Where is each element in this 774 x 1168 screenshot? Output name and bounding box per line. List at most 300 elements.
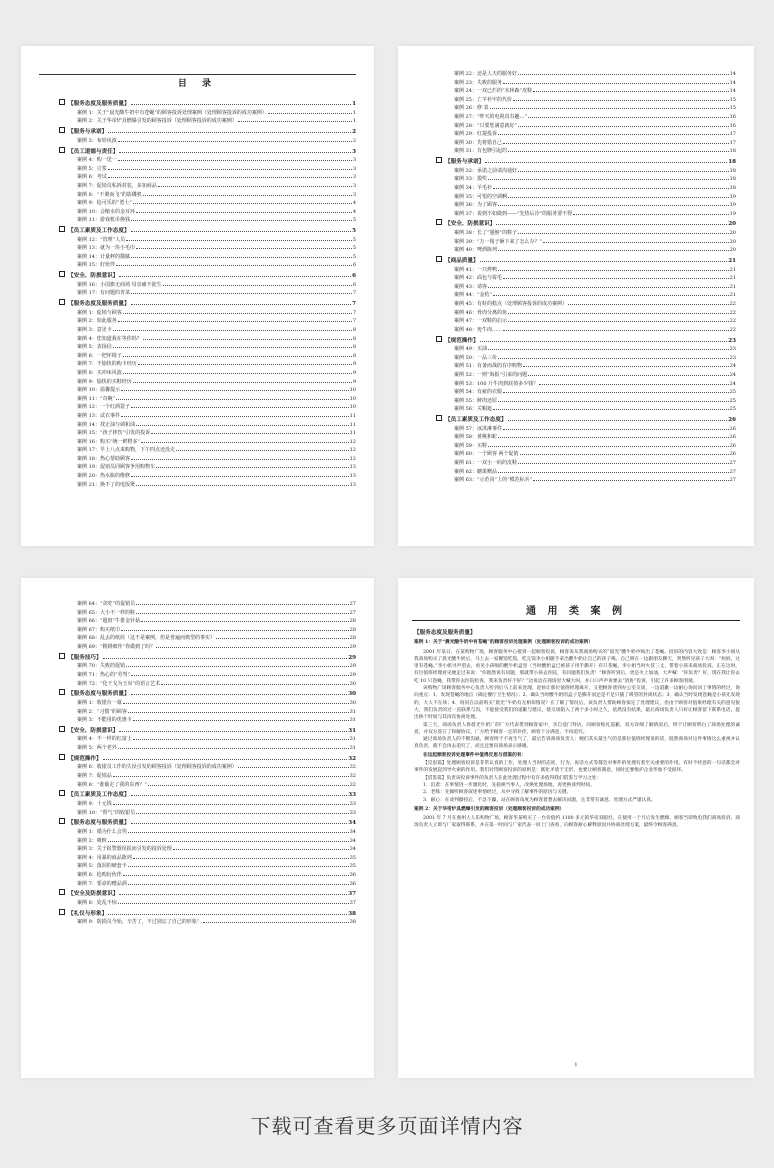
- toc-section[interactable]: [436, 219, 736, 229]
- dot-leader: [496, 224, 727, 225]
- dot-leader: [518, 233, 729, 234]
- dot-leader: [123, 313, 352, 314]
- toc-entry[interactable]: [59, 253, 356, 262]
- toc-entry[interactable]: [59, 680, 356, 689]
- toc-entry[interactable]: [436, 291, 736, 300]
- toc-entry[interactable]: [59, 845, 356, 854]
- toc-entry[interactable]: [59, 899, 356, 908]
- dot-leader: [498, 401, 729, 402]
- toc-entry[interactable]: [59, 837, 356, 846]
- toc-entry-page: 31: [349, 745, 356, 752]
- toc-entry[interactable]: [59, 918, 356, 927]
- toc-entry-page: 20: [729, 247, 736, 254]
- toc-entry[interactable]: [436, 371, 736, 380]
- toc-entry[interactable]: [436, 362, 736, 371]
- toc-entry-label: 案例 17：早上八点来购物，下午四点还没走: [77, 447, 175, 454]
- toc-entry[interactable]: [436, 175, 736, 184]
- toc-entry[interactable]: [436, 130, 736, 139]
- toc-entry[interactable]: [59, 412, 356, 421]
- toc-entry-page: 3: [352, 191, 356, 198]
- toc-page-1: [21, 46, 374, 546]
- toc-entry-label: 案例 9：抢可乐的“勇士”: [77, 200, 132, 207]
- toc-entry[interactable]: [436, 300, 736, 309]
- toc-entry[interactable]: [436, 309, 736, 318]
- toc-entry-label: 案例 17：有问题的青菜: [77, 290, 130, 297]
- toc-entry-label: 【员工素质及工作态度】: [68, 792, 130, 799]
- dot-leader: [118, 160, 352, 161]
- checkbox-bullet-icon: [59, 271, 65, 277]
- dot-leader: [498, 205, 729, 206]
- toc-entry[interactable]: [436, 274, 736, 283]
- checkbox-bullet-icon: [59, 653, 65, 659]
- toc-section[interactable]: [59, 726, 356, 736]
- toc-entry[interactable]: [59, 438, 356, 447]
- toc-entry-label: 案例 1：婚为什么会哭: [77, 828, 127, 835]
- toc-section[interactable]: [59, 127, 356, 137]
- toc-entry-page: 12: [349, 438, 356, 445]
- toc-entry[interactable]: [436, 79, 736, 88]
- toc-entry[interactable]: [59, 617, 356, 626]
- divider: [412, 620, 740, 621]
- checkbox-bullet-icon: [59, 790, 65, 796]
- toc-entry[interactable]: [436, 326, 736, 335]
- toc-entry-page: 31: [349, 736, 356, 743]
- toc-entry[interactable]: [59, 156, 356, 165]
- toc-section[interactable]: [59, 271, 356, 281]
- toc-entry-label: 【规范操作】: [445, 337, 479, 344]
- toc-entry-label: 案例 3：意见卡: [77, 326, 112, 333]
- toc-entry[interactable]: [436, 96, 736, 105]
- toc-entry-label: 案例 49：买油: [454, 346, 487, 353]
- toc-entry-label: 案例 15：“孩子摔伤”引发的投诉: [77, 430, 151, 437]
- toc-entry[interactable]: [436, 459, 736, 468]
- toc-entry-label: 案例 20：热水瓶的维修: [77, 473, 130, 480]
- dot-leader: [173, 849, 349, 850]
- toc-entry[interactable]: [59, 309, 356, 318]
- dot-leader: [508, 313, 729, 314]
- toc-entry-page: 29: [349, 671, 356, 678]
- toc-entry-page: 26: [728, 417, 736, 424]
- toc-entry[interactable]: [59, 671, 356, 680]
- dot-leader: [493, 188, 729, 189]
- checkbox-bullet-icon: [59, 147, 65, 153]
- toc-entry-label: 案例 9：防损员今始，辛苦了，不过别忘了自己的形象！: [77, 919, 202, 926]
- toc-entry[interactable]: [59, 236, 356, 245]
- toc-entry-label: 【服务与承诺】: [68, 129, 108, 136]
- toc-section[interactable]: [59, 818, 356, 828]
- divider: [39, 74, 356, 75]
- toc-entry[interactable]: [59, 634, 356, 643]
- toc-section[interactable]: [59, 147, 356, 157]
- toc-entry-page: 19: [729, 202, 736, 209]
- toc-entry[interactable]: [436, 70, 736, 79]
- toc-entry[interactable]: [59, 600, 356, 609]
- toc-entry-label: 案例 54：有疵的衣服: [454, 389, 502, 396]
- toc-section[interactable]: [436, 256, 736, 266]
- toc-entry-page: 30: [349, 699, 356, 706]
- paragraph: 该购物广场顾客服务中心负责人听到后马上前来处理，赶快让那位值班经理离开，又把顾客请到办公室交谈，一边道歉一边耐心询问问了事情的经过，询问重点：1、发现苍蝇的地点（确定餐厅卫生情况）；2、确认当时酸牛奶的盒子是撕开而还是不足只插了吸管的封闭状态；3、确认当时发现苍蝇是小孩先发现的，大人不在场；4、询问在以前购买“晨光”牛奶有无相似情况？在了解了情况后，该负责人帮助顾客拟定了处理建议，但由于顾客对值班经理有关的意见很大，我们负责的过一直联系与沟，不能接受我们的道歉与建议，使交谈陷入了两个多小时之久，依然没有结果，最后商场负责人只好让顾客留下联系电话，提出换个时间与其再次协商处理。: [414, 686, 740, 721]
- toc-entry[interactable]: [436, 388, 736, 397]
- toc-entry[interactable]: [59, 395, 356, 404]
- toc-entry-page: 14: [729, 88, 736, 95]
- toc-entry-page: 30: [349, 680, 356, 687]
- toc-entry[interactable]: [59, 735, 356, 744]
- toc-entry[interactable]: [436, 167, 736, 176]
- download-caption[interactable]: 下载可查看更多页面详情内容: [250, 1114, 524, 1138]
- toc-section[interactable]: [59, 299, 356, 309]
- toc-entry-page: 37: [349, 899, 356, 906]
- dot-leader: [136, 604, 349, 605]
- dot-leader: [108, 169, 352, 170]
- toc-entry-label: 案例 7：不愉快的购卡经历: [77, 361, 137, 368]
- toc-entry-label: 案例 29：红提投诉: [454, 131, 497, 138]
- dot-leader: [543, 242, 729, 243]
- toc-entry-page: 18: [729, 176, 736, 183]
- toc-entry-page: 32: [349, 773, 356, 780]
- dot-leader: [141, 442, 349, 443]
- toc-section[interactable]: [59, 889, 356, 899]
- toc-entry[interactable]: [59, 429, 356, 438]
- toc-entry-page: 5: [352, 236, 356, 243]
- dot-leader: [131, 476, 349, 477]
- toc-entry[interactable]: [436, 113, 736, 122]
- toc-entry[interactable]: [436, 246, 736, 255]
- toc-section[interactable]: [59, 653, 356, 663]
- toc-entry-label: 案例 28：“只要您满意就好”: [454, 122, 518, 129]
- toc-entry[interactable]: [59, 481, 356, 490]
- toc-entry[interactable]: [436, 283, 736, 292]
- toc-entry[interactable]: [436, 354, 736, 363]
- toc-entry-page: 3: [352, 182, 356, 189]
- toc-entry-label: 案例 52：一则“海报”引来的问题: [454, 371, 528, 378]
- toc-entry-page: 32: [349, 781, 356, 788]
- toc-entry-page: 31: [349, 708, 356, 715]
- toc-entry-page: 18: [729, 148, 736, 155]
- toc-entry-label: 案例 3：布娃风波: [77, 137, 117, 144]
- toc-entry[interactable]: [436, 201, 736, 210]
- toc-section[interactable]: [59, 909, 356, 919]
- toc-entry-page: 22: [729, 326, 736, 333]
- dot-leader: [123, 373, 352, 374]
- toc-entry[interactable]: [436, 266, 736, 275]
- toc-entry[interactable]: [59, 137, 356, 146]
- toc-entry[interactable]: [59, 455, 356, 464]
- dot-leader: [523, 366, 729, 367]
- toc-section[interactable]: [436, 157, 736, 167]
- toc-entry[interactable]: [436, 380, 736, 389]
- dot-leader: [539, 384, 729, 385]
- toc-entry[interactable]: [59, 352, 356, 361]
- dot-leader: [520, 454, 729, 455]
- toc-entry-page: 1: [352, 101, 356, 108]
- dot-leader: [113, 804, 349, 805]
- toc-entry[interactable]: [59, 343, 356, 352]
- dot-leader: [143, 195, 352, 196]
- dot-leader: [131, 304, 352, 305]
- learn-paragraph: 【借鉴篇】负责该投诉事件的负责人在此处理过程中有许多值得我们借鉴与学习之处：: [423, 775, 602, 781]
- toc-entry[interactable]: [59, 871, 356, 880]
- toc-entry-page: 2: [352, 137, 356, 144]
- toc-entry[interactable]: [59, 173, 356, 182]
- dot-leader: [498, 437, 729, 438]
- toc-entry-label: 【员工素质及工作态度】: [68, 228, 130, 235]
- toc-entry-label: 案例 27：“昨天的电视真有趣…”: [454, 113, 528, 120]
- dot-leader: [126, 666, 349, 667]
- dot-leader: [503, 143, 729, 144]
- toc-entry-label: 案例 8：“不翼而飞”的影碟机: [77, 191, 142, 198]
- toc-entry[interactable]: [59, 828, 356, 837]
- toc-entry-label: 案例 62：糖果赠品: [454, 468, 497, 475]
- toc-entry[interactable]: [436, 433, 736, 442]
- dot-leader: [148, 785, 349, 786]
- dot-leader: [268, 113, 352, 114]
- toc-entry[interactable]: [59, 182, 356, 191]
- toc-entry[interactable]: [436, 450, 736, 459]
- toc-entry-label: 案例 51：有备而战的有序购物: [454, 363, 522, 370]
- toc-entry[interactable]: [59, 216, 356, 225]
- case-title: 案例 2：关于华帝炉具燃爆引发的顾客投诉（处理顾客投诉的成功案例）: [414, 806, 565, 812]
- toc-entry-label: 案例 7：促销员私拆封装，多加商品: [77, 182, 157, 189]
- toc-section[interactable]: [59, 226, 356, 236]
- checkbox-bullet-icon: [59, 299, 65, 305]
- toc-entry-page: 4: [352, 200, 356, 207]
- toc-entry-label: 案例 4：不一样的红富士: [77, 736, 132, 743]
- dot-leader: [518, 171, 729, 172]
- toc-entry[interactable]: [59, 643, 356, 652]
- toc-entry-label: 案例 30：先将错自己: [454, 139, 502, 146]
- toc-entry[interactable]: [59, 708, 356, 717]
- dot-leader: [108, 132, 351, 133]
- toc-entry[interactable]: [436, 122, 736, 131]
- toc-entry[interactable]: [436, 229, 736, 238]
- toc-entry-page: 21: [729, 275, 736, 282]
- toc-section[interactable]: [436, 336, 736, 346]
- toc-entry-page: 26: [729, 451, 736, 458]
- toc-entry[interactable]: [59, 446, 356, 455]
- toc-entry[interactable]: [59, 208, 356, 217]
- dot-leader: [113, 776, 349, 777]
- toc-entry-page: 19: [729, 210, 736, 217]
- toc-entry[interactable]: [59, 716, 356, 725]
- dot-leader: [238, 767, 349, 768]
- toc-entry[interactable]: [59, 317, 356, 326]
- toc-section[interactable]: [59, 99, 356, 109]
- toc-entry[interactable]: [436, 425, 736, 434]
- toc-entry[interactable]: [59, 326, 356, 335]
- dot-leader: [119, 152, 351, 153]
- toc-page-3: [21, 578, 374, 1078]
- dot-leader: [156, 467, 349, 468]
- toc-entry[interactable]: [59, 609, 356, 618]
- toc-entry[interactable]: [436, 442, 736, 451]
- toc-entry-label: 案例 5：豆浆: [77, 165, 107, 172]
- toc-entry-page: 27: [729, 468, 736, 475]
- toc-entry-label: 【礼仪与形象】: [68, 910, 108, 917]
- toc-entry[interactable]: [59, 335, 356, 344]
- toc-entry[interactable]: [59, 191, 356, 200]
- toc-entry-page: 24: [729, 371, 736, 378]
- toc-entry[interactable]: [59, 244, 356, 253]
- toc-entry[interactable]: [59, 386, 356, 395]
- toc-entry[interactable]: [436, 317, 736, 326]
- dot-leader: [118, 321, 352, 322]
- toc-entry-page: 7: [352, 318, 356, 325]
- toc-entry[interactable]: [59, 809, 356, 818]
- toc-entry[interactable]: [59, 109, 356, 118]
- toc-entry-page: 5: [352, 228, 356, 235]
- dot-leader: [123, 875, 349, 876]
- dot-leader: [573, 214, 729, 215]
- dot-leader: [116, 265, 352, 266]
- toc-entry-label: 【规范操作】: [68, 755, 102, 762]
- checkbox-bullet-icon: [436, 415, 442, 421]
- toc-entry-label: 案例 25：亡羊补牢的代价: [454, 96, 512, 103]
- dot-leader: [490, 108, 729, 109]
- toc-entry-label: 案例 6：考试: [77, 174, 107, 181]
- paragraph: 2001 年某日，在某购物广场，顾客服务中心接到一起顾客投诉，顾客说从我商场购买的“晨光”酸牛奶中喝出了苍蝇。投诉的内容大致是：顾客李小姐从我商场购买了晨光酸牛奶后，马上去一家餐馆吃饭，吃完饭李小姐随手拿出酸牛奶让自己的孩子喝，自己则在一边跟朋友聊天，突然听见孩子大叫：“妈妈，这里有苍蝇。”李小姐寻声望去，看见小孩喝的酸牛奶盒里（当时酸奶盒已被孩子用手撕开）有只苍蝇。李小姐当时火冒三丈，带着小孩来商场投诉。正在这时，有位值班经理看见便走过来说：“你既然说有问题，那就带小孩去医院，有问题我们负责！”顾客听到后，更是火上加油，大声喊：“你负责？好，现在我让你去吃 10 只苍蝇，我带你去医院检查，我来负责好不好？”边说边在商场里大喊大叫，并口口声声说要去“消协”投诉，引起了许多顾客围观。: [414, 649, 740, 684]
- toc-entry-label: 案例 22：还是人天的服务好: [454, 71, 517, 77]
- toc-list: [59, 98, 356, 489]
- toc-entry-page: 10: [349, 387, 356, 394]
- toc-entry[interactable]: [436, 468, 736, 477]
- toc-entry[interactable]: [59, 421, 356, 430]
- toc-section[interactable]: [59, 754, 356, 764]
- toc-entry-page: 11: [349, 430, 356, 437]
- toc-entry[interactable]: [59, 403, 356, 412]
- toc-entry-label: 案例 9：愉快的买鞋经历: [77, 378, 132, 385]
- toc-entry-page: 22: [729, 309, 736, 316]
- toc-entry[interactable]: [436, 87, 736, 96]
- toc-entry[interactable]: [436, 238, 736, 247]
- toc-entry-label: 案例 55：鲜肉还原: [454, 397, 497, 404]
- toc-entry-page: 13: [349, 481, 356, 488]
- toc-entry-page: 27: [349, 609, 356, 616]
- toc-entry-page: 9: [352, 369, 356, 376]
- dot-leader: [498, 270, 729, 271]
- toc-entry-label: 案例 36：为了顾客: [454, 202, 497, 209]
- dot-leader: [131, 104, 352, 105]
- toc-entry[interactable]: [59, 199, 356, 208]
- toc-entry[interactable]: [436, 397, 736, 406]
- toc-entry[interactable]: [59, 781, 356, 790]
- dot-leader: [136, 813, 349, 814]
- toc-section[interactable]: [59, 790, 356, 800]
- toc-entry-label: 案例 10：“帮气”的收银员: [77, 809, 136, 816]
- dot-leader: [503, 278, 729, 279]
- toc-entry[interactable]: [59, 378, 356, 387]
- toc-entry-page: 25: [729, 397, 736, 404]
- toc-entry[interactable]: [59, 117, 356, 126]
- toc-title: 目 录: [177, 79, 218, 89]
- toc-entry-label: 【安全、防损意识】: [68, 727, 119, 734]
- toc-entry-label: 案例 11：游戏机币换钱: [77, 217, 130, 224]
- toc-entry[interactable]: [436, 345, 736, 354]
- dot-leader: [503, 330, 729, 331]
- toc-entry-label: 案例 8：处乱不惊: [77, 899, 117, 906]
- toc-entry[interactable]: [59, 854, 356, 863]
- toc-entry-label: 案例 7：要命的赠品酒: [77, 880, 127, 887]
- dot-leader: [480, 341, 728, 342]
- toc-entry[interactable]: [436, 476, 736, 485]
- toc-entry[interactable]: [59, 699, 356, 708]
- toc-entry-label: 案例 61：一双小一码的皮鞋: [454, 460, 517, 467]
- toc-entry-page: 4: [352, 208, 356, 215]
- toc-entry-label: 案例 60：一个顾客 两个促销: [454, 451, 519, 458]
- toc-entry-label: 【商品质量】: [445, 258, 479, 265]
- toc-entry-page: 11: [349, 412, 356, 419]
- toc-entry-label: 案例 11：“奇碗”: [77, 395, 116, 402]
- toc-entry[interactable]: [59, 800, 356, 809]
- toc-entry-label: 案例 46：骨肉分离的鱼: [454, 309, 507, 316]
- toc-entry-label: 案例 10：温馨提示: [77, 387, 120, 394]
- paragraph: 第三天，商场负责人将晨光牛奶厂的厂方代表带到顾客家中，亲自登门拜访，向顾客赔礼道歉，双方详细了解情况后，终于让顾客明白了商场处理的诚意，并双方签订了和解协议，厂方给予顾客一定的补偿，顾客十分满意，不再追究。: [414, 722, 740, 735]
- toc-entry-page: 29: [348, 654, 356, 661]
- toc-entry[interactable]: [59, 281, 356, 290]
- toc-entry-label: 案例 2：“习惯”的顾客: [77, 708, 127, 715]
- dot-leader: [133, 720, 349, 721]
- toc-entry-label: 案例 13：就为一块小毛巾: [77, 245, 135, 252]
- dot-leader: [176, 450, 349, 451]
- toc-entry[interactable]: [59, 880, 356, 889]
- dot-leader: [126, 240, 352, 241]
- dot-leader: [498, 250, 729, 251]
- dot-leader: [136, 248, 352, 249]
- toc-entry[interactable]: [436, 405, 736, 414]
- toc-entry[interactable]: [59, 289, 356, 298]
- point: 1．沉着：在事情进一步激化时，先稳换当事人，改换处理场地，再更换谈判时间。: [423, 782, 595, 788]
- dot-leader: [108, 914, 347, 915]
- toc-entry[interactable]: [436, 104, 736, 113]
- toc-entry-page: 3: [352, 157, 356, 164]
- toc-entry[interactable]: [59, 261, 356, 270]
- toc-entry[interactable]: [59, 360, 356, 369]
- dot-leader: [133, 203, 352, 204]
- toc-entry-page: 20: [729, 230, 736, 237]
- toc-entry-page: 22: [729, 318, 736, 325]
- checkbox-bullet-icon: [436, 256, 442, 262]
- dot-leader: [518, 74, 729, 75]
- toc-entry[interactable]: [59, 772, 356, 781]
- toc-entry[interactable]: [436, 184, 736, 193]
- toc-entry-page: 1: [352, 109, 356, 116]
- toc-entry[interactable]: [59, 744, 356, 753]
- toc-entry-page: 8: [352, 326, 356, 333]
- toc-entry[interactable]: [59, 763, 356, 772]
- toc-entry[interactable]: [59, 369, 356, 378]
- toc-entry[interactable]: [436, 139, 736, 148]
- toc-section[interactable]: [436, 415, 736, 425]
- toc-entry[interactable]: [59, 463, 356, 472]
- toc-entry-page: 8: [352, 352, 356, 359]
- dot-leader: [128, 866, 349, 867]
- dot-leader: [131, 231, 352, 232]
- toc-entry[interactable]: [436, 210, 736, 219]
- toc-entry-label: 案例 14：计量秤的猫腻: [77, 253, 130, 260]
- toc-entry-page: 35: [349, 863, 356, 870]
- toc-entry-page: 24: [729, 363, 736, 370]
- toc-entry[interactable]: [59, 165, 356, 174]
- toc-entry[interactable]: [436, 147, 736, 156]
- toc-entry[interactable]: [59, 862, 356, 871]
- toc-entry[interactable]: [59, 626, 356, 635]
- toc-entry[interactable]: [436, 193, 736, 202]
- toc-entry[interactable]: [59, 472, 356, 481]
- toc-entry[interactable]: [59, 662, 356, 671]
- toc-entry-label: 案例 9：十元钱: [77, 801, 112, 807]
- toc-entry-page: 26: [729, 425, 736, 432]
- toc-section[interactable]: [59, 689, 356, 699]
- toc-entry-page: 20: [729, 238, 736, 245]
